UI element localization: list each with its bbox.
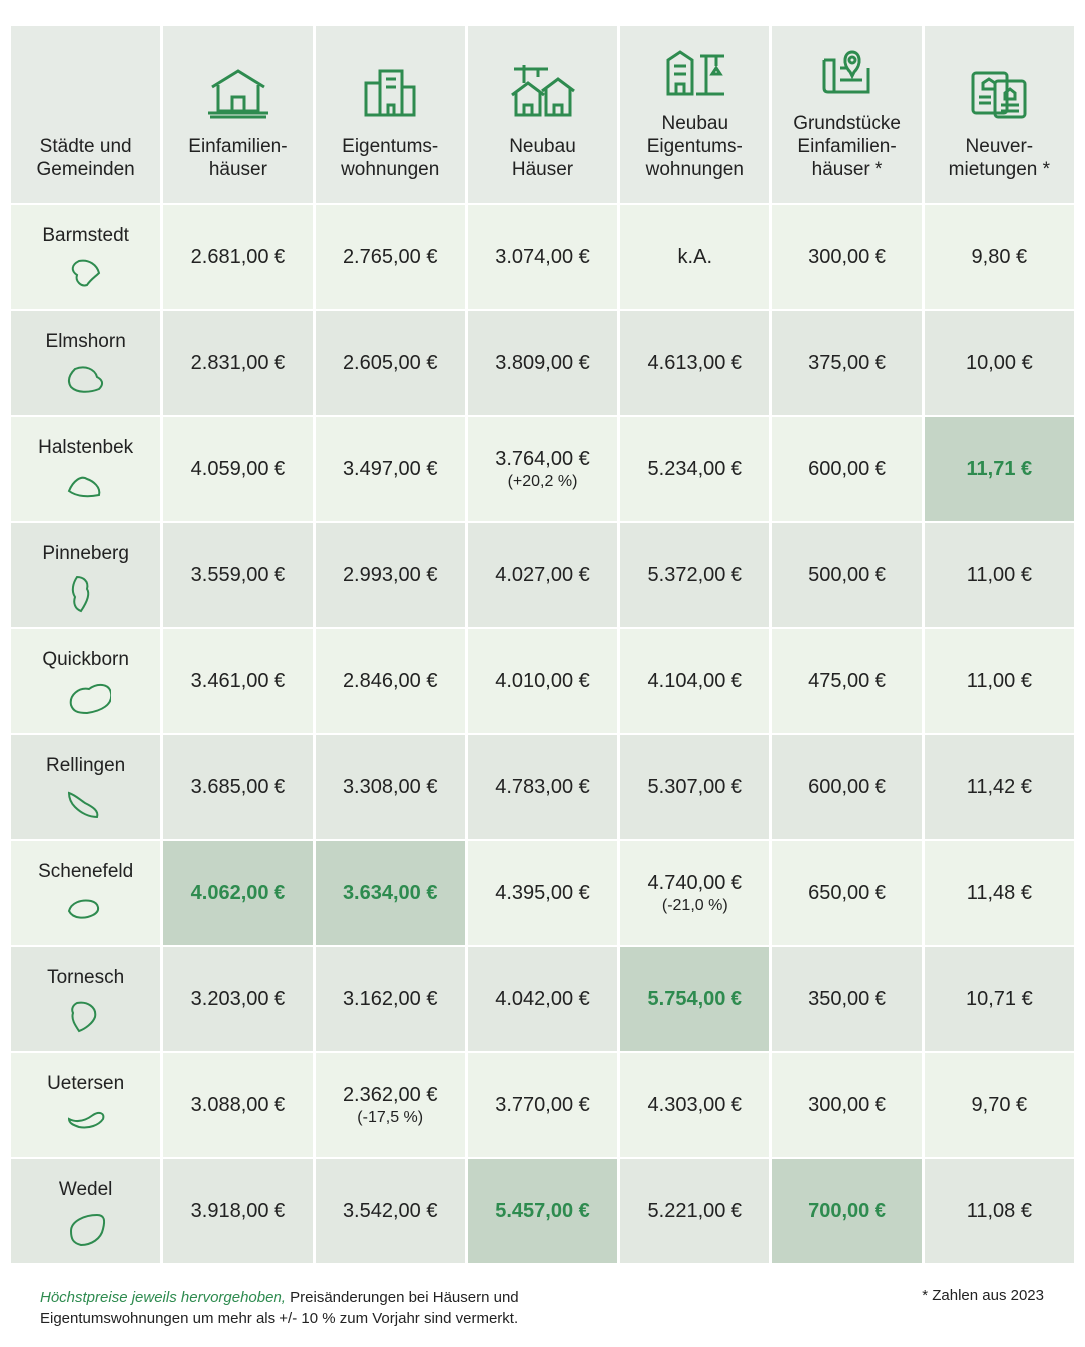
city-outline-icon: [61, 679, 111, 719]
price-value: 4.783,00 €: [495, 775, 590, 798]
price-value: 300,00 €: [808, 1093, 886, 1116]
price-value: 11,00 €: [966, 669, 1032, 692]
price-value: 5.372,00 €: [647, 563, 743, 586]
price-value: 11,00 €: [966, 563, 1032, 586]
header-col-label: Neuver- mietungen *: [948, 136, 1051, 180]
price-cell: [316, 1053, 465, 1157]
price-cell: [772, 311, 921, 415]
price-cell: [925, 735, 1074, 839]
price-value: 3.203,00 €: [190, 987, 286, 1010]
price-value: 4.042,00 €: [495, 987, 590, 1010]
price-cell: [620, 417, 769, 521]
price-cell-highlighted: [925, 417, 1074, 521]
price-value: 5.234,00 €: [647, 457, 743, 480]
price-cell: [925, 205, 1074, 309]
header-col-label: Grundstücke Einfamilien- häuser *: [793, 113, 901, 180]
header-col-label: Neubau Eigentums- wohnungen: [645, 113, 744, 180]
price-value: 3.764,00 €: [495, 447, 590, 470]
city-name: Barmstedt: [42, 225, 129, 246]
price-cell-highlighted: [163, 841, 312, 945]
city-cell: [11, 205, 160, 309]
price-cell: [772, 417, 921, 521]
price-cell: [316, 417, 465, 521]
price-cell: [772, 523, 921, 627]
city-cell: [11, 1053, 160, 1157]
header-col-0: [163, 26, 312, 203]
price-cell: [925, 1159, 1074, 1263]
city-outline-icon: [61, 255, 111, 295]
city-name: Pinneberg: [42, 543, 129, 564]
price-value: 650,00 €: [808, 881, 886, 904]
price-value: 10,00 €: [965, 351, 1033, 374]
city-outline-icon: [61, 1103, 111, 1143]
header-city: [11, 26, 160, 203]
price-cell: [316, 947, 465, 1051]
price-cell: [316, 629, 465, 733]
city-name: Wedel: [58, 1179, 113, 1200]
city-name: Schenefeld: [38, 861, 134, 882]
price-value: 4.104,00 €: [647, 669, 743, 692]
price-cell: [772, 841, 921, 945]
price-cell: [620, 1053, 769, 1157]
header-city-label: Städte und Gemeinden: [36, 136, 135, 180]
price-value: 5.307,00 €: [647, 775, 743, 798]
change-note-line2: Eigentumswohnungen um mehr als +/- 10 % zum Vorjahr sind vermerkt.: [40, 1310, 519, 1327]
footnote-year: * Zahlen aus 2023: [922, 1287, 1044, 1304]
price-cell: [925, 1053, 1074, 1157]
apartment-building-icon: [362, 67, 418, 119]
price-value: 3.461,00 €: [190, 669, 286, 692]
price-change-note: (-21,0 %): [661, 896, 728, 914]
price-cell: [772, 205, 921, 309]
price-change-note: (+20,2 %): [507, 472, 578, 490]
price-value: 2.993,00 €: [342, 563, 438, 586]
price-value: 3.162,00 €: [342, 987, 438, 1010]
price-cell: [468, 1053, 617, 1157]
city-outline-icon: [61, 361, 111, 401]
price-cell: [468, 735, 617, 839]
price-value: 350,00 €: [808, 987, 886, 1010]
price-value: 300,00 €: [808, 245, 886, 268]
price-cell: [620, 311, 769, 415]
price-cell-highlighted: [468, 1159, 617, 1263]
city-cell: [11, 417, 160, 521]
price-cell: [163, 1053, 312, 1157]
price-cell: [620, 523, 769, 627]
price-cell: [163, 205, 312, 309]
price-value: 2.846,00 €: [342, 669, 438, 692]
price-cell: [620, 205, 769, 309]
price-cell: [468, 841, 617, 945]
city-cell: [11, 841, 160, 945]
header-col-3: [620, 26, 769, 203]
header-col-2: [468, 26, 617, 203]
header-col-5: [925, 26, 1074, 203]
city-name: Rellingen: [46, 755, 126, 776]
price-value: 3.542,00 €: [342, 1199, 438, 1222]
price-cell: [620, 1159, 769, 1263]
price-cell: [316, 1159, 465, 1263]
price-value: 3.634,00 €: [342, 881, 438, 904]
price-cell: [620, 629, 769, 733]
header-col-1: [316, 26, 465, 203]
price-value: 500,00 €: [808, 563, 886, 586]
city-cell: [11, 735, 160, 839]
price-value: 10,71 €: [965, 987, 1033, 1010]
price-value: 11,48 €: [966, 881, 1032, 904]
price-cell: [316, 205, 465, 309]
price-value: 3.918,00 €: [190, 1199, 286, 1222]
price-cell-highlighted: [316, 841, 465, 945]
price-value: 3.088,00 €: [190, 1093, 286, 1116]
city-name: Tornesch: [47, 967, 125, 988]
house-icon: [206, 67, 270, 119]
price-cell: [163, 523, 312, 627]
rental-documents-icon: [969, 69, 1029, 119]
price-value: 4.027,00 €: [495, 563, 590, 586]
map-pin-plot-icon: [820, 50, 874, 96]
city-cell: [11, 311, 160, 415]
price-value: 4.613,00 €: [647, 351, 743, 374]
price-cell: [468, 205, 617, 309]
price-value: 11,71 €: [966, 457, 1033, 480]
price-value: 4.395,00 €: [495, 881, 590, 904]
price-value: 475,00 €: [808, 669, 886, 692]
city-cell: [11, 947, 160, 1051]
price-value: 5.457,00 €: [495, 1199, 590, 1222]
price-cell: [316, 735, 465, 839]
price-cell: [772, 735, 921, 839]
price-value: 9,80 €: [971, 245, 1028, 268]
new-apartment-crane-icon: [664, 50, 726, 96]
price-cell: [925, 311, 1074, 415]
price-value: 4.740,00 €: [647, 871, 743, 894]
footer-notes: [40, 1287, 519, 1329]
city-outline-icon: [61, 573, 111, 613]
price-cell: [925, 947, 1074, 1051]
price-value: 11,08 €: [966, 1199, 1032, 1222]
price-value: 3.497,00 €: [342, 457, 438, 480]
price-cell: [163, 629, 312, 733]
price-value: 2.765,00 €: [342, 245, 438, 268]
city-name: Elmshorn: [45, 331, 126, 352]
price-table: [11, 26, 1074, 1263]
price-cell: [468, 523, 617, 627]
price-cell: [925, 629, 1074, 733]
price-value: 375,00 €: [808, 351, 886, 374]
city-name: Quickborn: [42, 649, 129, 670]
price-cell-highlighted: [772, 1159, 921, 1263]
price-value: 700,00 €: [808, 1199, 886, 1222]
city-name: Halstenbek: [38, 437, 134, 458]
price-cell: [925, 523, 1074, 627]
price-cell: [163, 947, 312, 1051]
price-value: 600,00 €: [808, 775, 886, 798]
price-value: 9,70 €: [971, 1093, 1028, 1116]
price-value: 4.062,00 €: [190, 881, 286, 904]
price-cell: [468, 311, 617, 415]
change-note-line1: Preisänderungen bei Häusern und: [290, 1289, 519, 1306]
header-col-label: Eigentums- wohnungen: [341, 136, 440, 180]
price-value: 2.362,00 €: [342, 1083, 438, 1106]
price-value: 3.809,00 €: [495, 351, 590, 374]
price-value: 3.074,00 €: [495, 245, 590, 268]
price-value: 3.685,00 €: [190, 775, 286, 798]
price-value: 3.559,00 €: [190, 563, 286, 586]
price-cell: [316, 311, 465, 415]
price-cell: [163, 1159, 312, 1263]
price-value: 4.010,00 €: [495, 669, 590, 692]
price-value: 600,00 €: [808, 457, 886, 480]
price-value: 11,42 €: [966, 775, 1032, 798]
price-value: 3.308,00 €: [342, 775, 438, 798]
city-outline-icon: [61, 1209, 111, 1249]
city-outline-icon: [61, 785, 111, 825]
price-cell: [163, 417, 312, 521]
price-value: 2.831,00 €: [190, 351, 286, 374]
price-cell: [772, 1053, 921, 1157]
city-name: Uetersen: [47, 1073, 125, 1094]
city-cell: [11, 1159, 160, 1263]
price-cell: [468, 417, 617, 521]
header-col-label: Neubau Häuser: [509, 136, 576, 180]
price-cell-highlighted: [620, 947, 769, 1051]
price-value: 4.303,00 €: [647, 1093, 743, 1116]
price-value: 2.605,00 €: [342, 351, 438, 374]
price-value: 5.754,00 €: [647, 987, 743, 1010]
price-cell: [163, 735, 312, 839]
price-value: 3.770,00 €: [495, 1093, 590, 1116]
highlight-note: Höchstpreise jeweils hervorgehoben,: [40, 1289, 286, 1306]
price-cell: [925, 841, 1074, 945]
city-outline-icon: [61, 467, 111, 507]
price-value: k.A.: [677, 245, 712, 268]
header-col-4: [772, 26, 921, 203]
city-cell: [11, 523, 160, 627]
price-cell: [620, 841, 769, 945]
price-cell: [620, 735, 769, 839]
header-col-label: Einfamilien- häuser: [188, 136, 288, 180]
price-cell: [316, 523, 465, 627]
price-cell: [772, 947, 921, 1051]
price-value: 5.221,00 €: [647, 1199, 743, 1222]
price-cell: [468, 629, 617, 733]
city-outline-icon: [61, 891, 111, 931]
price-value: 2.681,00 €: [190, 245, 286, 268]
price-cell: [163, 311, 312, 415]
city-cell: [11, 629, 160, 733]
price-cell: [772, 629, 921, 733]
price-change-note: (-17,5 %): [357, 1108, 424, 1126]
city-outline-icon: [61, 997, 111, 1037]
price-cell: [468, 947, 617, 1051]
price-value: 4.059,00 €: [190, 457, 286, 480]
new-houses-crane-icon: [508, 61, 576, 119]
